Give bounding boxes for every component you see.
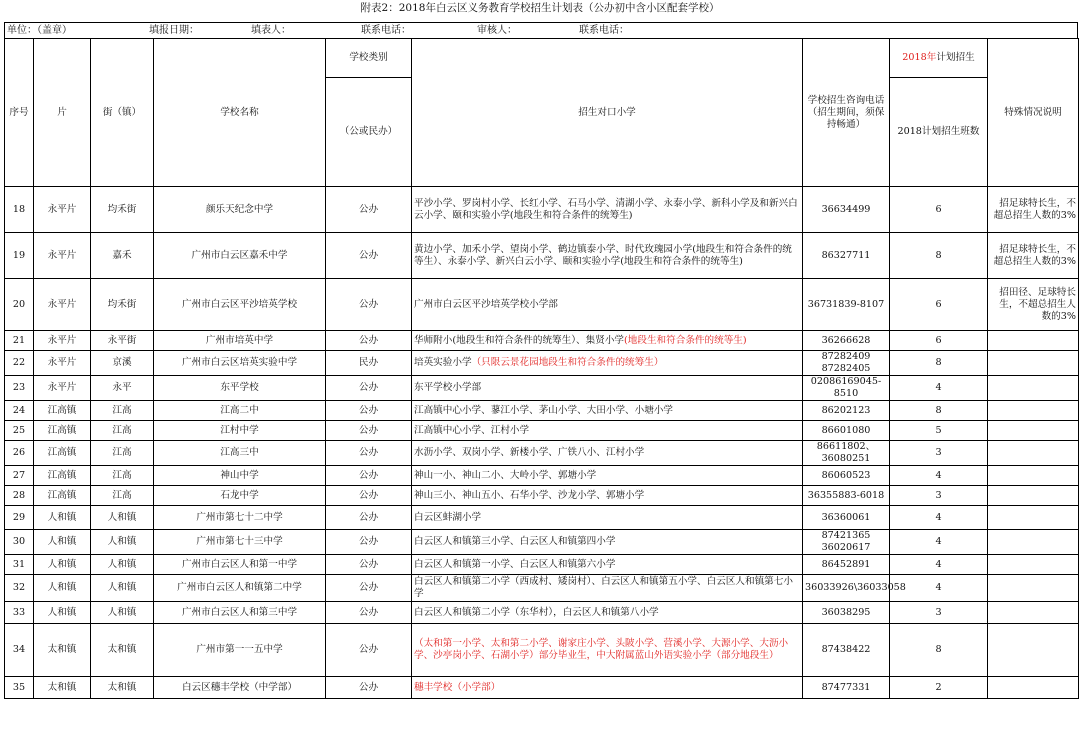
table-row: [5, 351, 1079, 376]
row-feeder: [412, 351, 803, 376]
row-no: 22: [5, 351, 34, 376]
row-street: 均禾街: [91, 187, 154, 233]
row-special: 招足球特长生，不超总招生人数的3%: [988, 187, 1079, 233]
table-row: [5, 602, 1079, 624]
row-street: 人和镇: [91, 575, 154, 602]
row-school: 江村中学: [154, 421, 326, 441]
row-street: 人和镇: [91, 555, 154, 575]
row-street: 江高: [91, 466, 154, 486]
row-feeder-highlight: （只限云景花园地段生和符合条件的统筹生）: [471, 357, 664, 368]
row-feeder: [412, 466, 803, 486]
row-feeder: [412, 530, 803, 555]
row-area: 永平片: [34, 331, 91, 351]
page-title: 附表2：2018年白云区义务教育学校招生计划表（公办初中含小区配套学校）: [360, 2, 720, 14]
row-no: 24: [5, 401, 34, 421]
phone-label: 联系电话：: [361, 25, 411, 36]
row-street: 江高: [91, 486, 154, 506]
row-school: 广州市培英中学: [154, 331, 326, 351]
header-type: （公或民办）: [326, 78, 412, 187]
row-school: 广州市第一一五中学: [154, 624, 326, 677]
row-feeder-text: 白云区人和镇第二小学（东华村），白云区人和镇第八小学: [414, 606, 659, 618]
table-row: [5, 331, 1079, 351]
row-classes: 4: [890, 506, 988, 530]
table-row: [5, 233, 1079, 279]
row-special: [988, 506, 1079, 530]
row-classes: 8: [890, 401, 988, 421]
table-row: [5, 624, 1079, 677]
phone2-label: 联系电话：: [579, 25, 629, 36]
table-row: [5, 486, 1079, 506]
row-classes: 6: [890, 279, 988, 331]
row-type: 公办: [326, 624, 412, 677]
row-school: 颜乐天纪念中学: [154, 187, 326, 233]
row-type: 公办: [326, 555, 412, 575]
row-type: 公办: [326, 486, 412, 506]
row-area: 太和镇: [34, 624, 91, 677]
row-phone: 87438422: [803, 624, 890, 677]
row-special: [988, 401, 1079, 421]
row-no: 33: [5, 602, 34, 624]
row-feeder: [412, 279, 803, 331]
row-street: 太和镇: [91, 624, 154, 677]
row-no: 29: [5, 506, 34, 530]
row-classes: 2: [890, 677, 988, 699]
row-special: [988, 555, 1079, 575]
row-school: 广州市白云区人和第一中学: [154, 555, 326, 575]
row-feeder-text: 华师附小(地段生和符合条件的统筹生）、集贤小学: [414, 334, 625, 346]
row-feeder-text: 黄边小学、加禾小学、望岗小学、鹤边镇泰小学、时代玫瑰园小学(地段生和符合条件的统等生）、永泰小学、新兴白云小学、颐和实验小学(地段生和符合条件的统等生): [414, 243, 792, 267]
row-feeder-text: 白云区人和镇第二小学（西成村、矮岗村）、白云区人和镇第五小学、白云区人和镇第七小学: [414, 576, 793, 599]
table-row: [5, 187, 1079, 233]
row-classes: 8: [890, 233, 988, 279]
row-special: [988, 351, 1079, 376]
row-classes: 3: [890, 486, 988, 506]
row-feeder-text: 水沥小学、双岗小学、新楼小学、广铁八小、江村小学: [414, 447, 645, 458]
table-row: [5, 279, 1079, 331]
row-phone: 36033926\36033058: [803, 575, 890, 602]
row-no: 21: [5, 331, 34, 351]
row-feeder-text: 白云区人和镇第三小学、白云区人和镇第四小学: [414, 536, 616, 547]
row-street: 永平街: [91, 331, 154, 351]
row-street: 人和镇: [91, 530, 154, 555]
unit-label: 单位：（盖章）: [7, 25, 72, 36]
row-phone: 86611802、 36080251: [803, 441, 890, 466]
row-special: [988, 575, 1079, 602]
row-area: 永平片: [34, 351, 91, 376]
row-feeder: [412, 506, 803, 530]
row-no: 31: [5, 555, 34, 575]
row-no: 32: [5, 575, 34, 602]
row-feeder: [412, 331, 803, 351]
row-area: 永平片: [34, 233, 91, 279]
row-classes: 4: [890, 376, 988, 401]
row-phone: 36355883-6018: [803, 486, 890, 506]
row-street: 人和镇: [91, 602, 154, 624]
row-type: 公办: [326, 279, 412, 331]
row-feeder: [412, 624, 803, 677]
row-feeder-highlight: 穗丰学校（小学部）: [414, 681, 501, 693]
row-phone: 36038295: [803, 602, 890, 624]
header-street: 街（镇）: [91, 39, 154, 187]
row-type: 公办: [326, 602, 412, 624]
row-feeder: [412, 376, 803, 401]
table-body: [5, 187, 1079, 699]
row-special: [988, 486, 1079, 506]
row-feeder: [412, 555, 803, 575]
header-plan-title: 计划招生: [936, 52, 975, 63]
row-school: 广州市白云区人和镇第二中学: [154, 575, 326, 602]
row-no: 34: [5, 624, 34, 677]
row-area: 人和镇: [34, 555, 91, 575]
row-school: 广州市白云区平沙培英学校: [154, 279, 326, 331]
row-no: 28: [5, 486, 34, 506]
row-area: 江高镇: [34, 441, 91, 466]
row-special: 招田径、足球特长生，不超总招生人数的3%: [988, 279, 1079, 331]
info-bar: [4, 22, 1078, 38]
table-row: [5, 530, 1079, 555]
row-type: 公办: [326, 530, 412, 555]
row-school: 东平学校: [154, 376, 326, 401]
row-area: 江高镇: [34, 421, 91, 441]
row-school: 广州市白云区嘉禾中学: [154, 233, 326, 279]
row-no: 30: [5, 530, 34, 555]
row-feeder-text: 白云区蚌湖小学: [414, 511, 482, 523]
row-phone: 86327711: [803, 233, 890, 279]
row-phone: 86060523: [803, 466, 890, 486]
row-school: 白云区穗丰学校（中学部）: [154, 677, 326, 699]
row-feeder-text: 广州市白云区平沙培英学校小学部: [414, 298, 558, 310]
row-no: 35: [5, 677, 34, 699]
row-type: 民办: [326, 351, 412, 376]
row-special: [988, 602, 1079, 624]
row-special: [988, 331, 1079, 351]
row-feeder-text: 平沙小学、罗岗村小学、长红小学、石马小学、清湖小学、永泰小学、新科小学及和新兴白云小学、颐和实验小学(地段生和符合条件的统筹生): [414, 197, 798, 221]
row-type: 公办: [326, 441, 412, 466]
row-type: 公办: [326, 401, 412, 421]
row-area: 人和镇: [34, 530, 91, 555]
row-type: 公办: [326, 187, 412, 233]
row-street: 京溪: [91, 351, 154, 376]
row-special: 招足球特长生，不超总招生人数的3%: [988, 233, 1079, 279]
row-phone: 87282409 87282405: [803, 351, 890, 376]
row-phone: 86452891: [803, 555, 890, 575]
row-area: 永平片: [34, 187, 91, 233]
row-feeder: [412, 486, 803, 506]
row-phone: 87421365 36020617: [803, 530, 890, 555]
row-feeder-text: 江高镇中心小学、蓼江小学、茅山小学、大田小学、小塘小学: [414, 404, 674, 416]
row-phone: 87477331: [803, 677, 890, 699]
row-street: 永平: [91, 376, 154, 401]
table-row: [5, 555, 1079, 575]
reviewer-label: 审核人：: [477, 25, 517, 36]
header-feeder: 招生对口小学: [412, 39, 803, 187]
row-school: 石龙中学: [154, 486, 326, 506]
row-feeder-highlight: （太和第一小学、太和第二小学、谢家庄小学、头陂小学、营溪小学、大源小学、大沥小学、沙亭岗小学、石湖小学）部分毕业生，中大附属蓝山外语实验小学（部分地段生）: [414, 638, 789, 661]
table-row: [5, 575, 1079, 602]
row-no: 27: [5, 466, 34, 486]
row-street: 江高: [91, 401, 154, 421]
row-school: 广州市第七十三中学: [154, 530, 326, 555]
header-phone: 学校招生咨询电话（招生期间，须保持畅通）: [803, 39, 890, 187]
table-row: [5, 441, 1079, 466]
fill-date-label: 填报日期：: [149, 25, 199, 36]
row-feeder-text: 培英实验小学: [414, 357, 472, 368]
row-street: 江高: [91, 421, 154, 441]
header-plan-year: 2018年: [902, 52, 937, 63]
row-type: 公办: [326, 331, 412, 351]
row-feeder: [412, 602, 803, 624]
row-classes: 8: [890, 351, 988, 376]
row-street: 太和镇: [91, 677, 154, 699]
filler-label: 填表人：: [251, 25, 291, 36]
row-phone: 86202123: [803, 401, 890, 421]
table-row: [5, 421, 1079, 441]
row-special: [988, 530, 1079, 555]
row-special: [988, 421, 1079, 441]
row-type: 公办: [326, 506, 412, 530]
row-no: 26: [5, 441, 34, 466]
row-feeder: [412, 401, 803, 421]
row-feeder: [412, 233, 803, 279]
row-classes: 3: [890, 602, 988, 624]
row-no: 25: [5, 421, 34, 441]
row-special: [988, 466, 1079, 486]
table-row: [5, 466, 1079, 486]
row-type: 公办: [326, 233, 412, 279]
row-area: 江高镇: [34, 401, 91, 421]
row-feeder: [412, 421, 803, 441]
header-school: 学校名称: [154, 39, 326, 187]
row-phone: 02086169045-8510: [803, 376, 890, 401]
row-no: 19: [5, 233, 34, 279]
row-school: 江高三中: [154, 441, 326, 466]
row-area: 人和镇: [34, 575, 91, 602]
row-phone: 36731839-8107: [803, 279, 890, 331]
row-special: [988, 376, 1079, 401]
row-feeder-text: 东平学校小学部: [414, 382, 482, 393]
row-school: 广州市第七十二中学: [154, 506, 326, 530]
row-classes: 8: [890, 624, 988, 677]
row-feeder: [412, 441, 803, 466]
row-school: 神山中学: [154, 466, 326, 486]
row-type: 公办: [326, 466, 412, 486]
row-classes: 4: [890, 555, 988, 575]
header-row-1: [5, 39, 1079, 78]
row-special: [988, 441, 1079, 466]
row-feeder: [412, 187, 803, 233]
row-feeder: [412, 575, 803, 602]
header-type-group: 学校类别: [326, 39, 412, 78]
row-street: 嘉禾: [91, 233, 154, 279]
row-feeder-text: 神山一小、神山二小、大岭小学、郭塘小学: [414, 469, 597, 481]
row-phone: 36266628: [803, 331, 890, 351]
row-classes: 4: [890, 466, 988, 486]
row-street: 江高: [91, 441, 154, 466]
header-no: 序号: [5, 39, 34, 187]
row-area: 人和镇: [34, 506, 91, 530]
table-row: [5, 401, 1079, 421]
table-row: [5, 677, 1079, 699]
row-area: 江高镇: [34, 486, 91, 506]
row-phone: 36634499: [803, 187, 890, 233]
table-row: [5, 376, 1079, 401]
row-classes: 4: [890, 530, 988, 555]
header-classes: 2018计划招生班数: [890, 78, 988, 187]
row-no: 23: [5, 376, 34, 401]
row-school: 江高二中: [154, 401, 326, 421]
row-school: 广州市白云区培英实验中学: [154, 351, 326, 376]
row-phone: 36360061: [803, 506, 890, 530]
row-street: 人和镇: [91, 506, 154, 530]
row-area: 人和镇: [34, 602, 91, 624]
row-classes: 6: [890, 187, 988, 233]
row-type: 公办: [326, 575, 412, 602]
table-row: [5, 506, 1079, 530]
row-no: 20: [5, 279, 34, 331]
row-no: 18: [5, 187, 34, 233]
row-area: 江高镇: [34, 466, 91, 486]
row-classes: 3: [890, 441, 988, 466]
row-type: 公办: [326, 421, 412, 441]
row-area: 永平片: [34, 279, 91, 331]
row-feeder-text: 神山三小、神山五小、石华小学、沙龙小学、郭塘小学: [414, 489, 645, 501]
row-street: 均禾街: [91, 279, 154, 331]
header-special: 特殊情况说明: [988, 39, 1079, 187]
row-type: 公办: [326, 677, 412, 699]
header-plan: [890, 39, 988, 78]
row-area: 太和镇: [34, 677, 91, 699]
row-classes: 4: [890, 575, 988, 602]
row-special: [988, 624, 1079, 677]
header-area: 片: [34, 39, 91, 187]
row-type: 公办: [326, 376, 412, 401]
row-classes: 5: [890, 421, 988, 441]
row-feeder-highlight: (地段生和符合条件的统等生): [624, 334, 747, 346]
row-special: [988, 677, 1079, 699]
row-feeder: [412, 677, 803, 699]
row-phone: 86601080: [803, 421, 890, 441]
row-classes: 6: [890, 331, 988, 351]
row-feeder-text: 江高镇中心小学、江村小学: [414, 424, 530, 436]
row-area: 永平片: [34, 376, 91, 401]
enrollment-table: [4, 38, 1079, 699]
row-school: 广州市白云区人和第三中学: [154, 602, 326, 624]
row-feeder-text: 白云区人和镇第一小学、白云区人和镇第六小学: [414, 558, 616, 570]
